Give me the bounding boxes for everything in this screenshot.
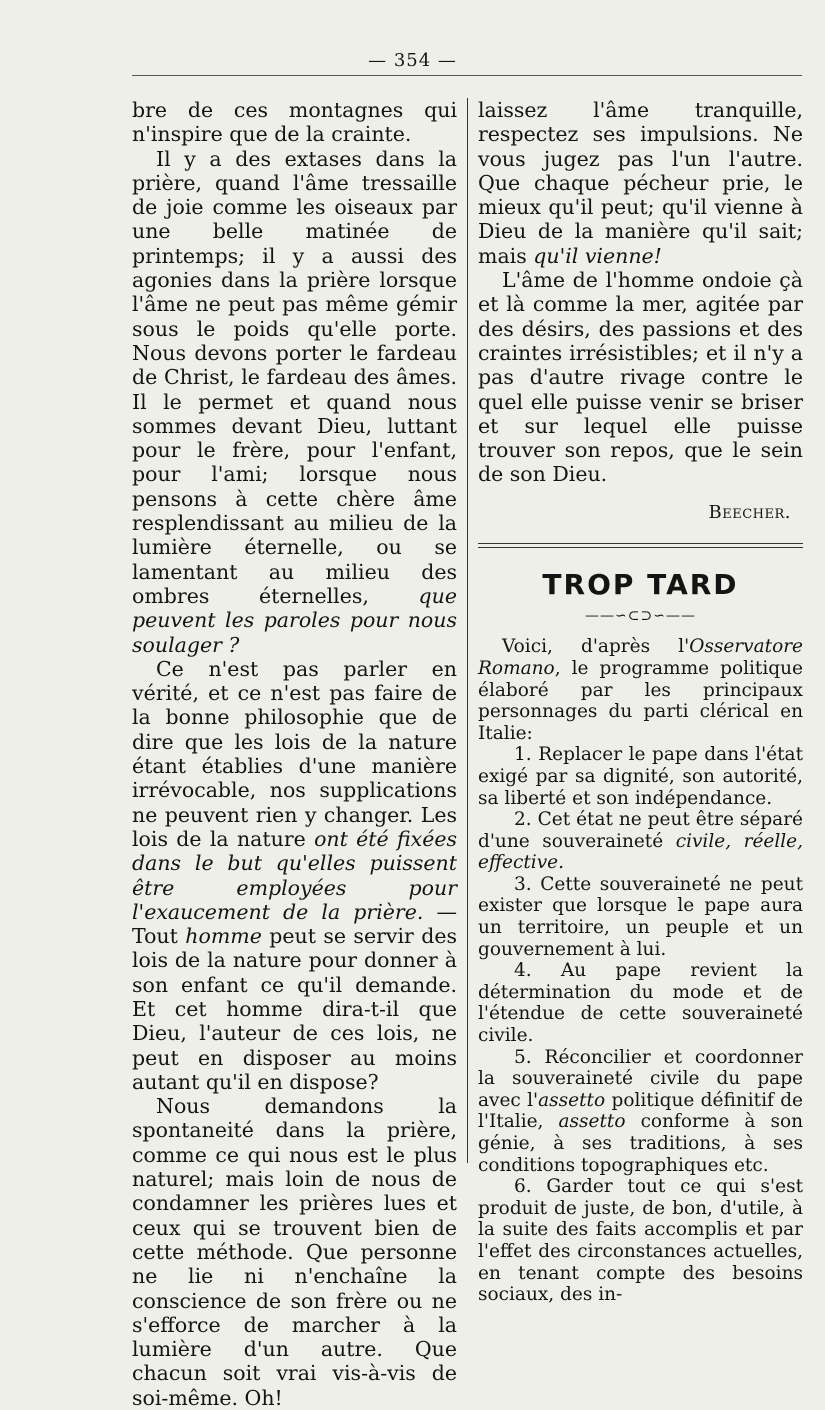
left-paragraph-2-text: Il y a des extases dans la prière, quand l'âme tressaille de joie comme les oiseaux par une belle matinée de printemps; il y a aussi des agonies dans la prière lorsque l'âme ne peut pas même gémir sous le poids qu'elle porte. Nous devons porter le fardeau de Christ, le fardeau des âmes. Il le permet et quand nous sommes devant Dieu, luttant pour le frère, pour l'enfant, pour l'ami; lorsque nous pensons à cette chère âme resplendissant au milieu de la lumière éternelle, ou se lamentant au milieu des ombres éternelles, [132, 146, 457, 608]
program-item-4: 4. Au pape revient la détermination du mode et de l'étendue de cette souveraineté civile. [478, 960, 803, 1047]
program-item-5 [478, 1047, 803, 1177]
right-paragraph-1 [478, 98, 803, 268]
left-paragraph-4: Nous demandons la spontaneité dans la prière, comme ce qui nous est le plus naturel; mais loin de nous de condamner les prières lues et ceux qui se trouvent bien de cette méthode. Que personne ne lie ni n'enchaîne la conscience de son frère ou ne s'efforce de marcher à la lumière d'un autre. Que chacun soit vrai vis-à-vis de soi-même. Oh! [132, 1094, 457, 1410]
program-item-2-italic: civile, réelle, effective. [478, 830, 803, 874]
article-intro-text-b: , le programme politique élaboré par les principaux personnages du parti clérical en Italie: [478, 657, 803, 744]
left-column [132, 98, 457, 1410]
title-ornament: ——∽⊂⊃∽—— [585, 608, 696, 625]
left-paragraph-3-italic-b: homme [185, 924, 262, 949]
article-intro [478, 636, 803, 744]
left-paragraph-2-italic: que peuvent les paroles pour nous soulager ? [132, 583, 457, 657]
left-paragraph-1: bre de ces montagnes qui n'inspire que de la crainte. [132, 98, 457, 147]
program-item-5-text-c: conforme à son génie, à ses traditions, à ses conditions topographiques etc. [478, 1111, 804, 1176]
left-paragraph-3-text-b: — Tout [132, 899, 457, 949]
right-paragraph-2: L'âme de l'homme ondoie çà et là comme la mer, agitée par des désirs, des passions et des craintes irrésistibles; et il n'y a pas d'autre rivage contre le quel elle puisse venir se briser et sur lequel elle puisse trouver son repos, que le sein de son Dieu. [478, 268, 803, 487]
program-item-2 [478, 809, 803, 874]
page-number: — 354 — [368, 50, 457, 71]
left-paragraph-3-italic-a: ont été fixées dans le but qu'elles puissent être employées pour l'exaucement de la prière. [132, 826, 457, 924]
program-item-5-text-a: 5. Réconcilier et coordonner la souveraineté civile du pape avec l' [478, 1046, 803, 1111]
program-item-2-text: 2. Cet état ne peut être séparé d'une souveraineté [478, 809, 803, 852]
left-paragraph-3-text-a: Ce n'est pas parler en vérité, et ce n'est pas faire de la bonne philosophie que de dire que les lois de la nature étant établies d'une manière irrévocable, nos supplications ne peuvent rien y changer. Les lois de la nature [132, 656, 457, 851]
program-item-5-italic-a: assetto [538, 1089, 606, 1111]
section-title: TROP TARD [542, 568, 739, 602]
section-separator [478, 543, 803, 548]
program-item-5-text-b: politique définitif de l'Italie, [478, 1089, 803, 1133]
left-paragraph-3 [132, 657, 457, 1094]
left-paragraph-2 [132, 147, 457, 657]
program-item-6: 6. Garder tout ce qui s'est produit de juste, de bon, d'utile, à la suite des faits accomplis et par l'effet des circonstances actuelles, en tenant compte des besoins sociaux, des in- [478, 1176, 803, 1306]
program-item-5-italic-b: assetto [558, 1111, 626, 1133]
column-divider [467, 98, 468, 1163]
right-column [478, 98, 803, 1306]
article-body [478, 636, 803, 1305]
right-paragraph-1-text: laissez l'âme tranquille, respectez ses impulsions. Ne vous jugez pas l'un l'autre. Que chaque pécheur prie, le mieux qu'il peut; qu'il vienne à Dieu de la manière qu'il sait; mais [478, 98, 803, 268]
author-signature: Beecher. [708, 501, 791, 523]
right-paragraph-1-italic: qu'il vienne! [533, 243, 662, 268]
article-intro-italic: Osservatore Romano [478, 636, 803, 679]
left-paragraph-3-text-c: peut se servir des lois de la nature pour donner à son enfant ce qu'il demande. Et cet homme dira-t-il que Dieu, l'auteur de ces lois, ne peut en disposer au moins autant qu'il en dispose? [132, 924, 457, 1094]
header-rule [132, 75, 802, 76]
program-item-3: 3. Cette souveraineté ne peut exister que lorsque le pape aura un territoire, un peuple et un gouvernement à lui. [478, 873, 803, 960]
program-item-1: 1. Replacer le pape dans l'état exigé par sa dignité, son autorité, sa liberté et son indépendance. [478, 744, 803, 809]
article-intro-text-a: Voici, d'après l' [502, 636, 690, 658]
